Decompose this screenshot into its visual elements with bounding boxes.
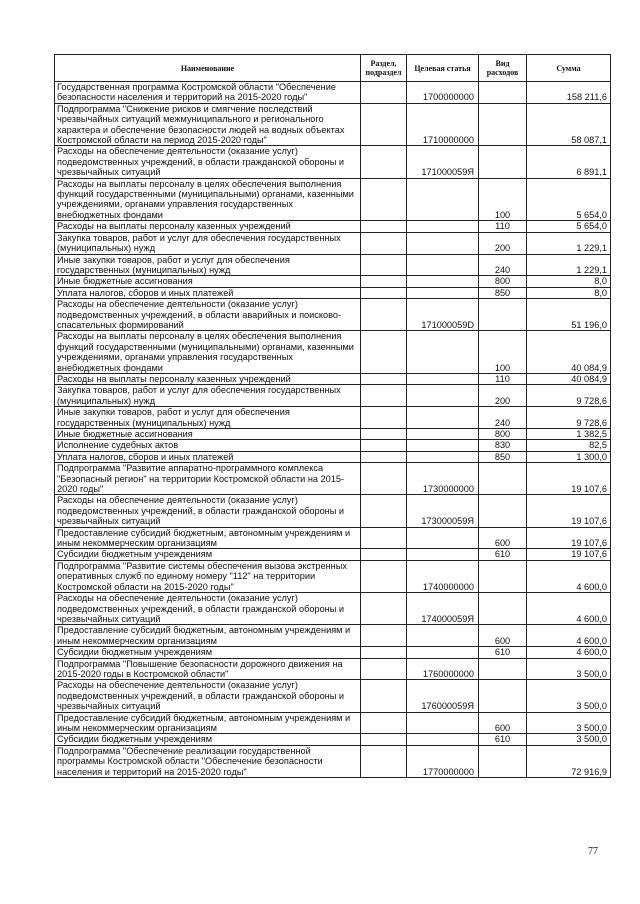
- cell-section: [361, 463, 407, 495]
- header-section: Раздел, подраздел: [361, 55, 407, 82]
- table-row: [55, 331, 611, 374]
- cell-type: 100: [479, 331, 527, 374]
- table-row: [55, 440, 611, 451]
- cell-type: 240: [479, 254, 527, 276]
- cell-name: Расходы на обеспечение деятельности (оказание услуг) подведомственных учреждений, в области гражданской обороны и чрезвычайных ситуаций: [55, 680, 361, 712]
- cell-type: [479, 463, 527, 495]
- cell-name: Подпрограмма "Повышение безопасности дорожного движения на 2015-2020 годы в Костромской области": [55, 658, 361, 680]
- cell-sum: 8,0: [527, 287, 611, 298]
- cell-sum: 40 084,9: [527, 331, 611, 374]
- cell-name: Предоставление субсидий бюджетным, автономным учреждениям и иным некоммерческим организациям: [55, 527, 361, 549]
- cell-type: [479, 593, 527, 625]
- cell-target: 1710000000: [407, 103, 479, 146]
- cell-type: 610: [479, 647, 527, 658]
- cell-sum: 3 500,0: [527, 658, 611, 680]
- cell-name: Государственная программа Костромской области "Обеспечение безопасности населения и территорий на 2015-2020 годы": [55, 82, 361, 104]
- cell-name: Расходы на обеспечение деятельности (оказание услуг) подведомственных учреждений, в области гражданской обороны и чрезвычайных ситуаций: [55, 593, 361, 625]
- cell-target: [407, 625, 479, 647]
- cell-section: [361, 385, 407, 407]
- table-row: [55, 451, 611, 462]
- cell-section: [361, 593, 407, 625]
- table-row: [55, 82, 611, 104]
- cell-section: [361, 712, 407, 734]
- cell-sum: 1 382,5: [527, 429, 611, 440]
- cell-section: [361, 495, 407, 527]
- cell-target: [407, 734, 479, 745]
- cell-name: Расходы на обеспечение деятельности (оказание услуг) подведомственных учреждений, в области гражданской обороны и чрезвычайных ситуаций: [55, 146, 361, 178]
- cell-name: Подпрограмма "Развитие системы обеспечения вызова экстренных оперативных служб по единому номеру "112" на территории Костромской области на 2015-2020 годы": [55, 560, 361, 592]
- table-row: [55, 549, 611, 560]
- cell-sum: 19 107,6: [527, 495, 611, 527]
- cell-name: Иные закупки товаров, работ и услуг для обеспечения государственных (муниципальных) нужд: [55, 254, 361, 276]
- cell-section: [361, 440, 407, 451]
- cell-target: 1770000000: [407, 745, 479, 777]
- cell-sum: 1 300,0: [527, 451, 611, 462]
- cell-name: Расходы на выплаты персоналу в целях обеспечения выполнения функций государственными (муниципальными) органами, казенными учреждениями, органами управления государственных внебюджетных фондами: [55, 178, 361, 221]
- cell-name: Уплата налогов, сборов и иных платежей: [55, 451, 361, 462]
- cell-name: Иные закупки товаров, работ и услуг для обеспечения государственных (муниципальных) нужд: [55, 407, 361, 429]
- cell-type: 850: [479, 287, 527, 298]
- cell-name: Расходы на выплаты персоналу казенных учреждений: [55, 221, 361, 232]
- cell-name: Иные бюджетные ассигнования: [55, 276, 361, 287]
- cell-name: Подпрограмма "Снижение рисков и смягчение последствий чрезвычайных ситуаций межмуниципального и регионального характера и обеспечение безопасности людей на водных объектах Костромской области на период 2015-2020 годы": [55, 103, 361, 146]
- table-row: [55, 527, 611, 549]
- cell-sum: 3 500,0: [527, 712, 611, 734]
- cell-sum: 158 211,6: [527, 82, 611, 104]
- cell-type: [479, 745, 527, 777]
- cell-sum: 9 728,6: [527, 407, 611, 429]
- cell-name: Закупка товаров, работ и услуг для обеспечения государственных (муниципальных) нужд: [55, 232, 361, 254]
- table-row: [55, 560, 611, 592]
- cell-sum: 8,0: [527, 276, 611, 287]
- table-row: [55, 373, 611, 384]
- cell-target: [407, 440, 479, 451]
- cell-type: [479, 103, 527, 146]
- cell-type: 830: [479, 440, 527, 451]
- cell-sum: 4 600,0: [527, 593, 611, 625]
- table-row: [55, 407, 611, 429]
- cell-target: 1730000000: [407, 463, 479, 495]
- cell-section: [361, 658, 407, 680]
- cell-target: [407, 221, 479, 232]
- cell-section: [361, 647, 407, 658]
- cell-name: Подпрограмма "Обеспечение реализации государственной программы Костромской области "Обеспечение безопасности населения и территорий на 2015-2020 годы": [55, 745, 361, 777]
- table-row: [55, 495, 611, 527]
- table-row: [55, 146, 611, 178]
- cell-type: [479, 299, 527, 331]
- table-row: [55, 658, 611, 680]
- cell-section: [361, 680, 407, 712]
- cell-type: [479, 658, 527, 680]
- header-type: Вид расходов: [479, 55, 527, 82]
- cell-section: [361, 625, 407, 647]
- cell-target: 171000059D: [407, 299, 479, 331]
- cell-name: Предоставление субсидий бюджетным, автономным учреждениям и иным некоммерческим организациям: [55, 625, 361, 647]
- cell-sum: 40 084,9: [527, 373, 611, 384]
- cell-type: 100: [479, 178, 527, 221]
- cell-name: Подпрограмма "Развитие аппаратно-программного комплекса "Безопасный регион" на территории Костромской области на 2015-2020 годы": [55, 463, 361, 495]
- cell-section: [361, 178, 407, 221]
- cell-target: [407, 407, 479, 429]
- cell-type: 600: [479, 625, 527, 647]
- cell-type: [479, 680, 527, 712]
- cell-type: [479, 146, 527, 178]
- cell-target: 173000059Я: [407, 495, 479, 527]
- cell-target: [407, 232, 479, 254]
- table-row: [55, 221, 611, 232]
- cell-section: [361, 221, 407, 232]
- cell-target: [407, 712, 479, 734]
- cell-section: [361, 299, 407, 331]
- table-row: [55, 625, 611, 647]
- cell-type: 200: [479, 232, 527, 254]
- document-page: [54, 54, 610, 857]
- cell-sum: 51 196,0: [527, 299, 611, 331]
- table-row: [55, 429, 611, 440]
- cell-section: [361, 373, 407, 384]
- cell-target: [407, 429, 479, 440]
- cell-type: 800: [479, 429, 527, 440]
- cell-sum: 4 600,0: [527, 647, 611, 658]
- cell-section: [361, 232, 407, 254]
- cell-target: [407, 527, 479, 549]
- cell-name: Расходы на обеспечение деятельности (оказание услуг) подведомственных учреждений, в области гражданской обороны и чрезвычайных ситуаций: [55, 495, 361, 527]
- cell-target: [407, 276, 479, 287]
- cell-section: [361, 407, 407, 429]
- cell-target: [407, 373, 479, 384]
- cell-name: Расходы на выплаты персоналу казенных учреждений: [55, 373, 361, 384]
- cell-target: 1700000000: [407, 82, 479, 104]
- table-row: [55, 712, 611, 734]
- table-row: [55, 680, 611, 712]
- cell-target: [407, 385, 479, 407]
- page-number: 77: [588, 846, 598, 857]
- cell-section: [361, 82, 407, 104]
- cell-name: Предоставление субсидий бюджетным, автономным учреждениям и иным некоммерческим организациям: [55, 712, 361, 734]
- cell-name: Исполнение судебных актов: [55, 440, 361, 451]
- cell-sum: 72 916,9: [527, 745, 611, 777]
- cell-sum: 9 728,6: [527, 385, 611, 407]
- table-row: [55, 178, 611, 221]
- cell-name: Расходы на обеспечение деятельности (оказание услуг) подведомственных учреждений, в области аварийных и поисково-спасательных формирований: [55, 299, 361, 331]
- header-sum: Сумма: [527, 55, 611, 82]
- cell-type: [479, 495, 527, 527]
- cell-section: [361, 451, 407, 462]
- cell-section: [361, 560, 407, 592]
- table-row: [55, 276, 611, 287]
- cell-sum: 6 891,1: [527, 146, 611, 178]
- cell-target: [407, 647, 479, 658]
- cell-target: [407, 287, 479, 298]
- header-name: Наименование: [55, 55, 361, 82]
- cell-target: [407, 549, 479, 560]
- cell-sum: 3 500,0: [527, 734, 611, 745]
- cell-sum: 5 654,0: [527, 178, 611, 221]
- cell-sum: 3 500,0: [527, 680, 611, 712]
- cell-target: [407, 331, 479, 374]
- cell-section: [361, 429, 407, 440]
- cell-type: 600: [479, 527, 527, 549]
- table-row: [55, 287, 611, 298]
- cell-target: 1760000000: [407, 658, 479, 680]
- cell-type: [479, 560, 527, 592]
- cell-sum: 19 107,6: [527, 527, 611, 549]
- cell-section: [361, 331, 407, 374]
- cell-type: 110: [479, 373, 527, 384]
- cell-type: [479, 82, 527, 104]
- cell-section: [361, 745, 407, 777]
- cell-type: 850: [479, 451, 527, 462]
- cell-target: 171000059Я: [407, 146, 479, 178]
- table-row: [55, 299, 611, 331]
- cell-section: [361, 276, 407, 287]
- cell-type: 800: [479, 276, 527, 287]
- cell-type: 240: [479, 407, 527, 429]
- table-row: [55, 103, 611, 146]
- cell-sum: 1 229,1: [527, 254, 611, 276]
- cell-sum: 4 600,0: [527, 560, 611, 592]
- cell-target: 176000059Я: [407, 680, 479, 712]
- cell-sum: 58 087,1: [527, 103, 611, 146]
- cell-name: Уплата налогов, сборов и иных платежей: [55, 287, 361, 298]
- cell-section: [361, 146, 407, 178]
- cell-target: [407, 254, 479, 276]
- cell-type: 610: [479, 734, 527, 745]
- cell-type: 610: [479, 549, 527, 560]
- cell-sum: 82,5: [527, 440, 611, 451]
- cell-sum: 4 600,0: [527, 625, 611, 647]
- cell-sum: 19 107,6: [527, 463, 611, 495]
- cell-section: [361, 734, 407, 745]
- cell-type: 600: [479, 712, 527, 734]
- table-body: [55, 82, 611, 778]
- table-header-row: [55, 55, 611, 82]
- cell-target: 1740000000: [407, 560, 479, 592]
- cell-name: Расходы на выплаты персоналу в целях обеспечения выполнения функций государственными (муниципальными) органами, казенными учреждениями, органами управления государственных внебюджетных фондами: [55, 331, 361, 374]
- cell-target: [407, 178, 479, 221]
- table-row: [55, 745, 611, 777]
- budget-table: [54, 54, 611, 778]
- cell-name: Субсидии бюджетным учреждениям: [55, 647, 361, 658]
- cell-name: Закупка товаров, работ и услуг для обеспечения государственных (муниципальных) нужд: [55, 385, 361, 407]
- table-row: [55, 254, 611, 276]
- table-row: [55, 385, 611, 407]
- table-row: [55, 463, 611, 495]
- header-target: Целевая статья: [407, 55, 479, 82]
- cell-sum: 1 229,1: [527, 232, 611, 254]
- cell-type: 200: [479, 385, 527, 407]
- cell-name: Субсидии бюджетным учреждениям: [55, 549, 361, 560]
- cell-type: 110: [479, 221, 527, 232]
- cell-section: [361, 287, 407, 298]
- cell-section: [361, 254, 407, 276]
- table-row: [55, 647, 611, 658]
- cell-sum: 5 654,0: [527, 221, 611, 232]
- table-row: [55, 232, 611, 254]
- cell-section: [361, 103, 407, 146]
- cell-name: Субсидии бюджетным учреждениям: [55, 734, 361, 745]
- cell-target: [407, 451, 479, 462]
- cell-target: 174000059Я: [407, 593, 479, 625]
- cell-sum: 19 107,6: [527, 549, 611, 560]
- cell-section: [361, 549, 407, 560]
- table-row: [55, 593, 611, 625]
- cell-section: [361, 527, 407, 549]
- table-row: [55, 734, 611, 745]
- cell-name: Иные бюджетные ассигнования: [55, 429, 361, 440]
